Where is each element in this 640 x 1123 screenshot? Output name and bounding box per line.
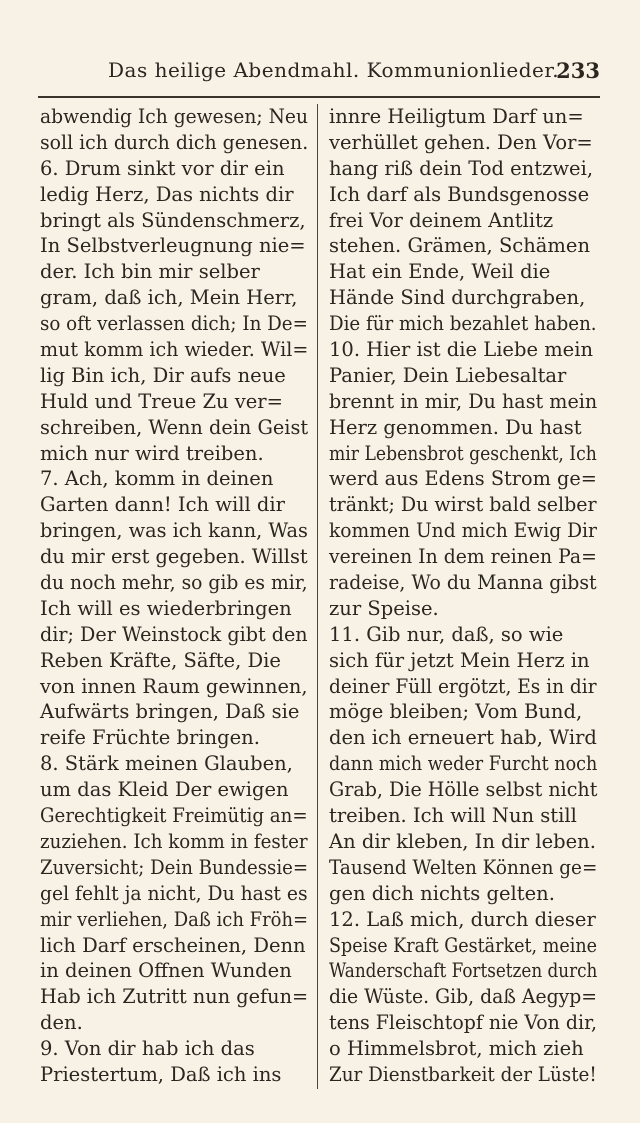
text-line: soll ich durch dich genesen. bbox=[40, 130, 309, 154]
text-line: so oft verlassen dich; In De= bbox=[40, 312, 308, 336]
left-column bbox=[40, 104, 308, 1088]
text-line: Zur Dienstbarkeit der Lüste! bbox=[329, 1062, 597, 1086]
text-line: 7. Ach, komm in deinen bbox=[40, 467, 274, 491]
text-line: Aufwärts bringen, Daß sie bbox=[40, 700, 300, 724]
text-line: 9. Von dir hab ich das bbox=[40, 1037, 255, 1061]
text-line: Ich darf als Bundsgenosse bbox=[329, 182, 590, 206]
text-line: abwendig Ich gewesen; Neu bbox=[40, 105, 308, 128]
text-line: vereinen In dem reinen Pa= bbox=[329, 545, 597, 569]
text-line: dir; Der Weinstock gibt den bbox=[40, 622, 308, 646]
text-line: ledig Herz, Das nichts dir bbox=[40, 182, 294, 206]
text-line: Garten dann! Ich will dir bbox=[40, 493, 285, 517]
text-line: Zuversicht; Dein Bundessie= bbox=[40, 855, 309, 879]
text-line: 10. Hier ist die Liebe mein bbox=[329, 338, 594, 362]
text-line: 12. Laß mich, durch dieser bbox=[329, 907, 596, 931]
text-line: Priestertum, Daß ich ins bbox=[40, 1062, 282, 1086]
text-line: mut komm ich wieder. Wil= bbox=[40, 338, 309, 362]
text-line: werd aus Edens Strom ge= bbox=[329, 467, 597, 491]
running-header bbox=[108, 56, 600, 96]
text-line: den. bbox=[40, 1011, 83, 1035]
text-line: Hat ein Ende, Weil die bbox=[329, 260, 551, 284]
text-line: frei Vor deinem Antlitz bbox=[329, 208, 554, 232]
text-line: Gerechtigkeit Freimütig an= bbox=[40, 804, 308, 828]
text-line: In Selbstverleugnung nie= bbox=[40, 234, 306, 258]
text-line: den ich erneuert hab, Wird bbox=[329, 726, 597, 750]
text-line: zuziehen. Ich komm in fester bbox=[40, 829, 308, 853]
text-line: brennt in mir, Du hast mein bbox=[329, 389, 598, 413]
text-line: um das Kleid Der ewigen bbox=[40, 778, 289, 802]
text-line: An dir kleben, In dir leben. bbox=[329, 829, 596, 853]
text-line: tens Fleischtopf nie Von dir, bbox=[329, 1011, 598, 1035]
text-line: gel fehlt ja nicht, Du hast es bbox=[40, 881, 308, 905]
text-line: 8. Stärk meinen Glauben, bbox=[40, 752, 293, 776]
text-line: Herz genommen. Du hast bbox=[329, 415, 582, 439]
text-line: schreiben, Wenn dein Geist bbox=[40, 415, 309, 439]
text-line: o Himmelsbrot, mich zieh bbox=[329, 1037, 584, 1061]
text-line: verhüllet gehen. Den Vor= bbox=[329, 130, 593, 154]
text-line: der. Ich bin mir selber bbox=[40, 260, 260, 284]
right-column bbox=[329, 104, 597, 1088]
text-line: Tausend Welten Können ge= bbox=[329, 855, 598, 879]
text-line: hang riß dein Tod entzwei, bbox=[329, 156, 594, 180]
text-line: mir verliehen, Daß ich Fröh= bbox=[40, 907, 309, 931]
text-line: möge bleiben; Vom Bund, bbox=[329, 700, 583, 724]
text-line: die Wüste. Gib, daß Aegyp= bbox=[329, 985, 598, 1009]
text-line: deiner Füll ergötzt, Es in dir bbox=[329, 674, 597, 698]
text-line: du mir erst gegeben. Willst bbox=[40, 545, 308, 569]
text-line: Hab ich Zutritt nun gefun= bbox=[40, 985, 309, 1009]
text-line: dann mich weder Furcht noch bbox=[329, 752, 598, 776]
text-line: sich für jetzt Mein Herz in bbox=[329, 648, 590, 672]
text-line: gen dich nichts gelten. bbox=[329, 881, 555, 905]
text-line: reife Früchte bringen. bbox=[40, 726, 260, 750]
text-line: bringt als Sündenschmerz, bbox=[40, 208, 306, 232]
text-line: mir Lebensbrot geschenkt, Ich bbox=[329, 441, 597, 465]
text-line: Speise Kraft Gestärket, meine bbox=[329, 933, 597, 957]
column-divider bbox=[317, 104, 318, 1089]
text-line: 11. Gib nur, daß, so wie bbox=[329, 622, 564, 646]
text-line: zur Speise. bbox=[329, 596, 439, 620]
text-line: gram, daß ich, Mein Herr, bbox=[40, 286, 298, 310]
text-line: bringen, was ich kann, Was bbox=[40, 519, 308, 543]
text-line: tränkt; Du wirst bald selber bbox=[329, 493, 597, 517]
text-line: mich nur wird treiben. bbox=[40, 441, 264, 465]
text-line: von innen Raum gewinnen, bbox=[40, 674, 308, 698]
header-title: Das heilige Abendmahl. Kommunionlieder. bbox=[108, 58, 560, 82]
text-line: du noch mehr, so gib es mir, bbox=[40, 571, 308, 595]
text-line: stehen. Grämen, Schämen bbox=[329, 234, 591, 258]
text-line: Reben Kräfte, Säfte, Die bbox=[40, 648, 281, 672]
text-line: Grab, Die Hölle selbst nicht bbox=[329, 778, 598, 802]
text-line: Huld und Treue Zu ver= bbox=[40, 389, 283, 413]
text-line: Panier, Dein Liebesaltar bbox=[329, 363, 567, 387]
text-line: lich Darf erscheinen, Denn bbox=[40, 933, 306, 957]
text-line: innre Heiligtum Darf un= bbox=[329, 105, 584, 128]
text-line: treiben. Ich will Nun still bbox=[329, 804, 577, 828]
page-number: 233 bbox=[556, 58, 600, 83]
text-line: 6. Drum sinkt vor dir ein bbox=[40, 156, 285, 180]
text-line: radeise, Wo du Manna gibst bbox=[329, 571, 597, 595]
text-line: in deinen Offnen Wunden bbox=[40, 959, 292, 983]
text-line: Ich will es wiederbringen bbox=[40, 596, 292, 620]
text-line: lig Bin ich, Dir aufs neue bbox=[40, 363, 286, 387]
text-line: Die für mich bezahlet haben. bbox=[329, 312, 597, 336]
text-line: kommen Und mich Ewig Dir bbox=[329, 519, 597, 543]
text-line: Hände Sind durchgraben, bbox=[329, 286, 586, 310]
header-rule bbox=[38, 96, 600, 98]
text-line: Wanderschaft Fortsetzen durch bbox=[329, 959, 598, 983]
